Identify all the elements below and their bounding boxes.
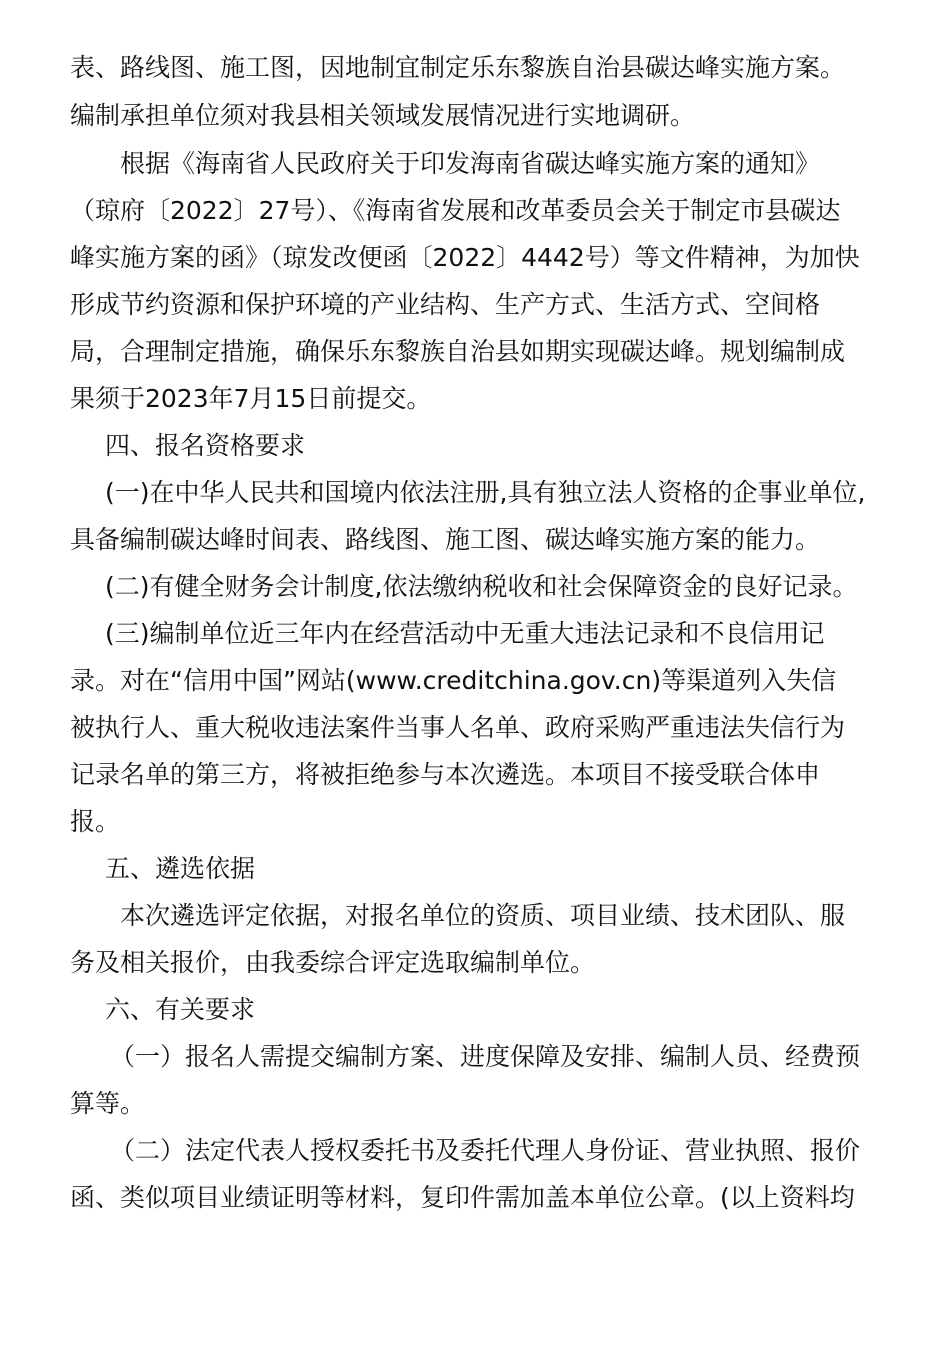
text-line-16: 记录名单的第三方，将被拒绝参与本次遴选。本项目不接受联合体申 [70,760,821,789]
text-line-3: 根据《海南省人民政府关于印发海南省碳达峰实施方案的通知》 [120,149,821,178]
text-line-5: 峰实施方案的函》（琼发改便函〔2022〕4442号）等文件精神，为加快 [70,243,860,272]
text-line-11: 具备编制碳达峰时间表、路线图、施工图、碳达峰实施方案的能力。 [70,525,821,554]
section-heading-5: 五、遴选依据 [105,854,256,883]
text-line-20: 务及相关报价，由我委综合评定选取编制单位。 [70,948,596,977]
text-line-13: (三)编制单位近三年内在经营活动中无重大违法记录和不良信用记 [105,619,825,648]
section-heading-4: 四、报名资格要求 [105,431,306,460]
text-line-25: 函、类似项目业绩证明等材料，复印件需加盖本单位公章。(以上资料均 [70,1183,855,1212]
text-line-1: 表、路线图、施工图，因地制宜制定乐东黎族自治县碳达峰实施方案。 [70,53,846,82]
text-line-17: 报。 [70,807,121,836]
text-line-19: 本次遴选评定依据，对报名单位的资质、项目业绩、技术团队、服 [120,901,846,930]
text-line-4: （琼府〔2022〕27号）、《海南省发展和改革委员会关于制定市县碳达 [70,196,841,225]
text-line-6: 形成节约资源和保护环境的产业结构、生产方式、生活方式、空间格 [70,290,821,319]
text-line-14: 录。对在“信用中国”网站(www.creditchina.gov.cn)等渠道列入失信 [70,666,837,695]
text-line-10: (一)在中华人民共和国境内依法注册,具有独立法人资格的企事业单位, [105,478,866,507]
section-heading-6: 六、有关要求 [105,995,256,1024]
text-line-8: 果须于2023年7月15日前提交。 [70,384,432,413]
text-line-24: （二）法定代表人授权委托书及委托代理人身份证、营业执照、报价 [110,1136,861,1165]
text-line-22: （一）报名人需提交编制方案、进度保障及安排、编制人员、经费预 [110,1042,861,1071]
text-line-23: 算等。 [70,1089,146,1118]
text-line-15: 被执行人、重大税收违法案件当事人名单、政府采购严重违法失信行为 [70,713,846,742]
text-line-2: 编制承担单位须对我县相关领域发展情况进行实地调研。 [70,101,696,130]
text-line-7: 局，合理制定措施，确保乐东黎族自治县如期实现碳达峰。规划编制成 [70,337,846,366]
text-line-12: (二)有健全财务会计制度,依法缴纳税收和社会保障资金的良好记录。 [105,572,858,601]
